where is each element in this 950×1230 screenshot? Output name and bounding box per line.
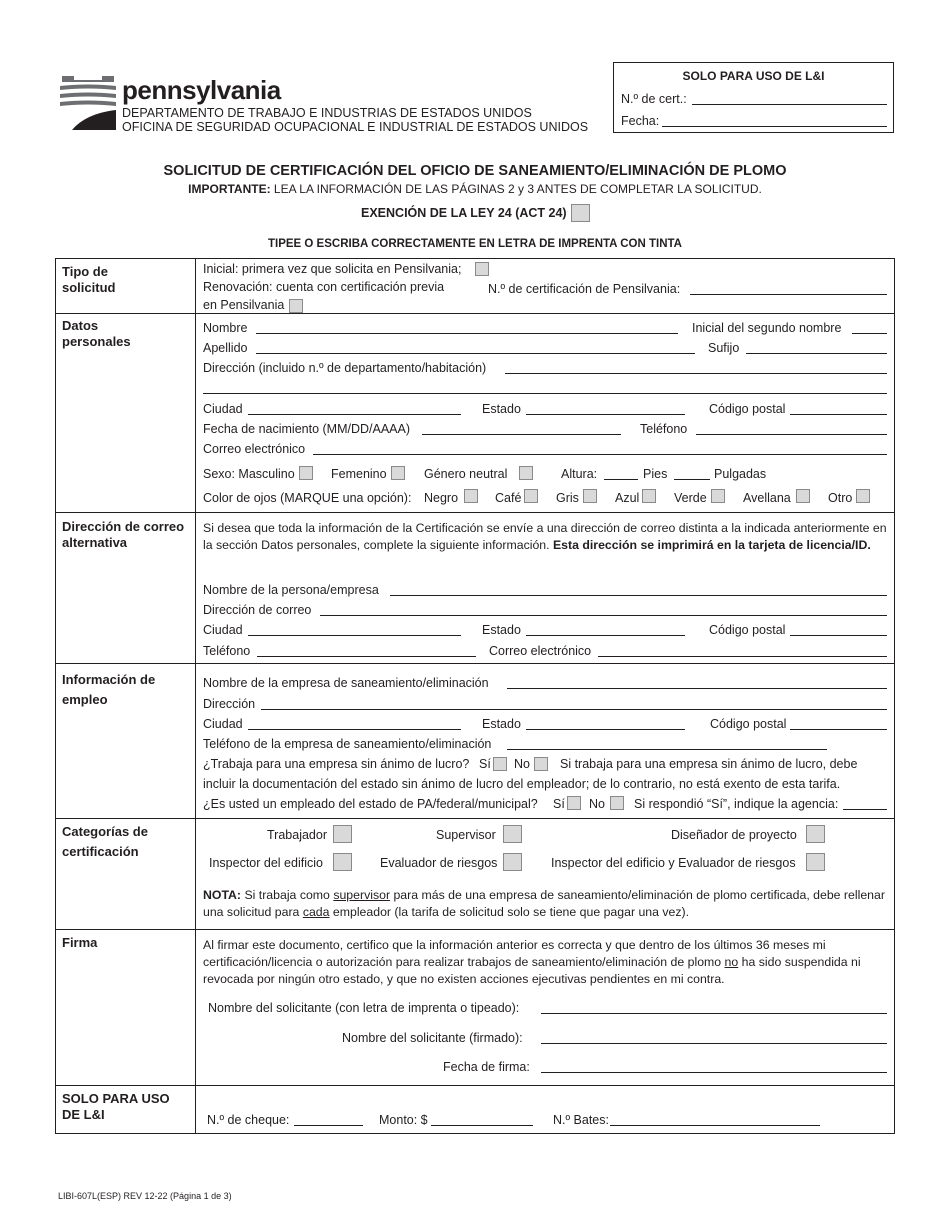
- eye-green-label: Verde: [674, 491, 707, 505]
- signature-text-a: Al firmar este documento, certifico que la información anterior es correcta y que dentro de los últimos 36 meses mi certificación/licencia o autorización para realizar trabajos de saneamiento/eliminación de plomo: [203, 938, 826, 969]
- printed-name-label: Nombre del solicitante (con letra de imprenta o tipeado):: [208, 1001, 520, 1015]
- state-employee-question: ¿Es usted un empleado del estado de PA/federal/municipal?: [203, 797, 538, 811]
- alt-zip-label: Código postal: [709, 623, 786, 637]
- bates-number-label: N.º Bates:: [553, 1113, 609, 1127]
- section-label-alt-mail: Dirección de correo alternativa: [62, 519, 185, 550]
- nonprofit-no-checkbox[interactable]: [534, 757, 548, 771]
- alt-person-field[interactable]: [390, 595, 887, 596]
- note-text-b: para más de una empresa de saneamiento/eliminación de plomo certificada, debe rellenar una solicitud para: [203, 888, 885, 919]
- department-name: DEPARTAMENTO DE TRABAJO E INDUSTRIAS DE ESTADOS UNIDOS: [122, 106, 532, 120]
- city-label: Ciudad: [203, 402, 243, 416]
- building-inspector-label: Inspector del edificio: [209, 856, 323, 870]
- pa-cert-number-field[interactable]: [690, 294, 887, 295]
- address-field-line2[interactable]: [203, 393, 887, 394]
- note-text-c: empleador (la tarifa de solicitud solo se tiene que pagar una vez).: [329, 905, 690, 919]
- eye-color-label: Color de ojos (MARQUE una opción):: [203, 491, 412, 505]
- section-label-personal: Datos personales: [62, 318, 131, 349]
- company-phone-label: Teléfono de la empresa de saneamiento/eliminación: [203, 737, 492, 751]
- initial-application-checkbox[interactable]: [475, 262, 489, 276]
- alt-city-field[interactable]: [248, 635, 461, 636]
- alt-state-label: Estado: [482, 623, 521, 637]
- printed-name-field[interactable]: [541, 1013, 887, 1014]
- cert-number-label: N.º de cert.:: [621, 92, 687, 106]
- label-column-divider: [195, 258, 196, 1134]
- feet-label: Pies: [643, 467, 668, 481]
- company-address-label: Dirección: [203, 697, 256, 711]
- section-label-categories: Categorías de certificación: [62, 824, 148, 859]
- company-name-label: Nombre de la empresa de saneamiento/eliminación: [203, 676, 489, 690]
- check-number-label: N.º de cheque:: [207, 1113, 290, 1127]
- section-label-application-type: Tipo de solicitud: [62, 264, 116, 295]
- renewal-checkbox[interactable]: [289, 299, 303, 313]
- note-cada: cada: [302, 905, 330, 919]
- eye-other-label: Otro: [828, 491, 853, 505]
- supervisor-checkbox[interactable]: [503, 825, 522, 843]
- nonprofit-question: ¿Trabaja para una empresa sin ánimo de lucro?: [203, 757, 470, 771]
- important-label: IMPORTANTE:: [188, 182, 271, 196]
- alt-person-label: Nombre de la persona/empresa: [203, 583, 379, 597]
- building-inspector-checkbox[interactable]: [333, 853, 352, 871]
- note-supervisor: supervisor: [333, 888, 391, 902]
- height-feet-field[interactable]: [604, 479, 638, 480]
- eye-brown-checkbox[interactable]: [524, 489, 538, 503]
- middle-initial-label: Inicial del segundo nombre: [692, 321, 842, 335]
- office-name: OFICINA DE SEGURIDAD OCUPACIONAL E INDUSTRIAL DE ESTADOS UNIDOS: [122, 120, 589, 134]
- nonprofit-no-label: No: [514, 757, 530, 771]
- signed-name-label: Nombre del solicitante (firmado):: [342, 1031, 523, 1045]
- phone-field[interactable]: [696, 434, 887, 435]
- alt-zip-field[interactable]: [790, 635, 887, 636]
- last-name-label: Apellido: [203, 341, 248, 355]
- check-number-field[interactable]: [294, 1125, 363, 1126]
- eye-green-checkbox[interactable]: [711, 489, 725, 503]
- zip-field[interactable]: [790, 414, 887, 415]
- form-id-footer: LIBI-607L(ESP) REV 12-22 (Página 1 de 3): [58, 1191, 232, 1201]
- eye-other-checkbox[interactable]: [856, 489, 870, 503]
- supervisor-note: [203, 887, 887, 921]
- worker-checkbox[interactable]: [333, 825, 352, 843]
- project-designer-label: Diseñador de proyecto: [671, 828, 797, 842]
- company-zip-label: Código postal: [710, 717, 787, 731]
- bates-number-field[interactable]: [610, 1125, 820, 1126]
- nonprofit-note: Si trabaja para una empresa sin ánimo de lucro, debe: [560, 757, 858, 771]
- inspector-risk-assessor-checkbox[interactable]: [806, 853, 825, 871]
- first-name-label: Nombre: [203, 321, 248, 335]
- state-employee-no-label: No: [589, 797, 605, 811]
- gender-neutral-label: Género neutral: [424, 467, 508, 481]
- note-label: NOTA:: [203, 888, 242, 902]
- sex-male-checkbox[interactable]: [299, 466, 313, 480]
- office-date-field[interactable]: [662, 126, 887, 127]
- office-use-title: SOLO PARA USO DE L&I: [682, 69, 825, 83]
- company-address-field[interactable]: [261, 709, 887, 710]
- section-label-employment: Información de empleo: [62, 672, 156, 707]
- inches-label: Pulgadas: [714, 467, 767, 481]
- company-state-field[interactable]: [526, 729, 685, 730]
- pa-cert-number-label: N.º de certificación de Pensilvania:: [488, 282, 681, 296]
- inspector-risk-assessor-label: Inspector del edificio y Evaluador de riesgos: [551, 856, 796, 870]
- cert-number-field[interactable]: [692, 104, 887, 105]
- state-employee-yes-checkbox[interactable]: [567, 796, 581, 810]
- middle-initial-field[interactable]: [852, 333, 887, 334]
- section-label-office-use: SOLO PARA USO DE L&I: [62, 1091, 170, 1122]
- renewal-label-cont: en Pensilvania: [203, 298, 285, 312]
- act24-label: EXENCIÓN DE LA LEY 24 (ACT 24): [361, 206, 567, 220]
- amount-field[interactable]: [431, 1125, 533, 1126]
- company-city-label: Ciudad: [203, 717, 243, 731]
- state-employee-no-checkbox[interactable]: [610, 796, 624, 810]
- suffix-field[interactable]: [746, 353, 887, 354]
- act24-checkbox[interactable]: [571, 204, 590, 222]
- address-field[interactable]: [505, 373, 887, 374]
- eye-hazel-label: Avellana: [743, 491, 791, 505]
- company-city-field[interactable]: [248, 729, 461, 730]
- supervisor-label: Supervisor: [436, 828, 496, 842]
- alt-email-label: Correo electrónico: [489, 644, 592, 658]
- risk-assessor-label: Evaluador de riesgos: [380, 856, 498, 870]
- signature-date-field[interactable]: [541, 1072, 887, 1073]
- alt-mail-address-field[interactable]: [320, 615, 887, 616]
- company-state-label: Estado: [482, 717, 521, 731]
- pennsylvania-logo: [58, 74, 118, 132]
- company-zip-field[interactable]: [790, 729, 887, 730]
- height-inches-field[interactable]: [674, 479, 710, 480]
- signature-statement: [203, 937, 887, 988]
- initial-application-label: Inicial: primera vez que solicita en Pensilvania;: [203, 262, 462, 276]
- dob-label: Fecha de nacimiento (MM/DD/AAAA): [203, 422, 411, 436]
- state-employee-yes-label: Sí: [553, 797, 565, 811]
- alt-mail-address-label: Dirección de correo: [203, 603, 312, 617]
- signature-text-b: ha sido suspendida ni revocada por ningún otro estado, y que no existen acciones ejecutivas pendientes en mi contra.: [203, 955, 861, 986]
- address-label: Dirección (incluido n.º de departamento/habitación): [203, 361, 487, 375]
- alt-state-field[interactable]: [526, 635, 685, 636]
- sex-female-checkbox[interactable]: [391, 466, 405, 480]
- nonprofit-note-cont: incluir la documentación del estado sin ánimo de lucro del empleador; de lo contrario, no está exento de esta tarifa.: [203, 777, 841, 791]
- suffix-label: Sufijo: [708, 341, 740, 355]
- alt-phone-field[interactable]: [257, 656, 476, 657]
- renewal-label: Renovación: cuenta con certificación previa: [203, 280, 445, 294]
- important-note: [0, 182, 950, 197]
- agency-field[interactable]: [843, 809, 887, 810]
- note-text-a: Si trabaja como: [241, 888, 334, 902]
- height-label: Altura:: [561, 467, 598, 481]
- eye-blue-label: Azul: [615, 491, 640, 505]
- company-phone-field[interactable]: [507, 749, 827, 750]
- eye-hazel-checkbox[interactable]: [796, 489, 810, 503]
- dob-field[interactable]: [422, 434, 621, 435]
- worker-label: Trabajador: [267, 828, 327, 842]
- alt-mail-intro: [203, 520, 887, 554]
- eye-gray-label: Gris: [556, 491, 579, 505]
- gender-neutral-checkbox[interactable]: [519, 466, 533, 480]
- alt-city-label: Ciudad: [203, 623, 243, 637]
- amount-label: Monto: $: [379, 1113, 428, 1127]
- eye-blue-checkbox[interactable]: [642, 489, 656, 503]
- alt-email-field[interactable]: [598, 656, 887, 657]
- sex-female-label: Femenino: [331, 467, 387, 481]
- logo-wordmark: pennsylvania: [122, 75, 281, 105]
- state-label: Estado: [482, 402, 521, 416]
- first-name-field[interactable]: [256, 333, 678, 334]
- eye-black-label: Negro: [424, 491, 459, 505]
- email-label: Correo electrónico: [203, 442, 306, 456]
- eye-black-checkbox[interactable]: [464, 489, 478, 503]
- nonprofit-yes-label: Sí: [479, 757, 491, 771]
- city-field[interactable]: [248, 414, 461, 415]
- signature-field[interactable]: [541, 1043, 887, 1044]
- state-field[interactable]: [526, 414, 685, 415]
- eye-brown-label: Café: [495, 491, 522, 505]
- form-title: SOLICITUD DE CERTIFICACIÓN DEL OFICIO DE SANEAMIENTO/ELIMINACIÓN DE PLOMO: [163, 163, 787, 179]
- print-instruction: TIPEE O ESCRIBA CORRECTAMENTE EN LETRA DE IMPRENTA CON TINTA: [267, 238, 682, 250]
- office-date-label: Fecha:: [621, 114, 660, 128]
- signature-date-label: Fecha de firma:: [443, 1060, 530, 1074]
- important-text: LEA LA INFORMACIÓN DE LAS PÁGINAS 2 y 3 ANTES DE COMPLETAR LA SOLICITUD.: [270, 182, 762, 196]
- keystone-logo-icon: [58, 74, 118, 132]
- eye-gray-checkbox[interactable]: [583, 489, 597, 503]
- alt-mail-intro-bold: Esta dirección se imprimirá en la tarjeta de licencia/ID.: [552, 538, 871, 552]
- phone-label: Teléfono: [640, 422, 688, 436]
- last-name-field[interactable]: [256, 353, 695, 354]
- sex-male-label: Sexo: Masculino: [203, 467, 295, 481]
- zip-label: Código postal: [709, 402, 786, 416]
- project-designer-checkbox[interactable]: [806, 825, 825, 843]
- section-label-signature: Firma: [62, 935, 98, 950]
- agency-label: Si respondió “Sí”, indique la agencia:: [634, 797, 839, 811]
- email-field[interactable]: [313, 454, 887, 455]
- nonprofit-yes-checkbox[interactable]: [493, 757, 507, 771]
- company-name-field[interactable]: [507, 688, 887, 689]
- signature-text-no: no: [724, 955, 739, 969]
- alt-phone-label: Teléfono: [203, 644, 251, 658]
- alt-mail-intro-text: Si desea que toda la información de la Certificación se envíe a una dirección de correo distinta a la indicada anteriormente en la sección Datos personales, complete la siguiente información.: [203, 521, 887, 552]
- risk-assessor-checkbox[interactable]: [503, 853, 522, 871]
